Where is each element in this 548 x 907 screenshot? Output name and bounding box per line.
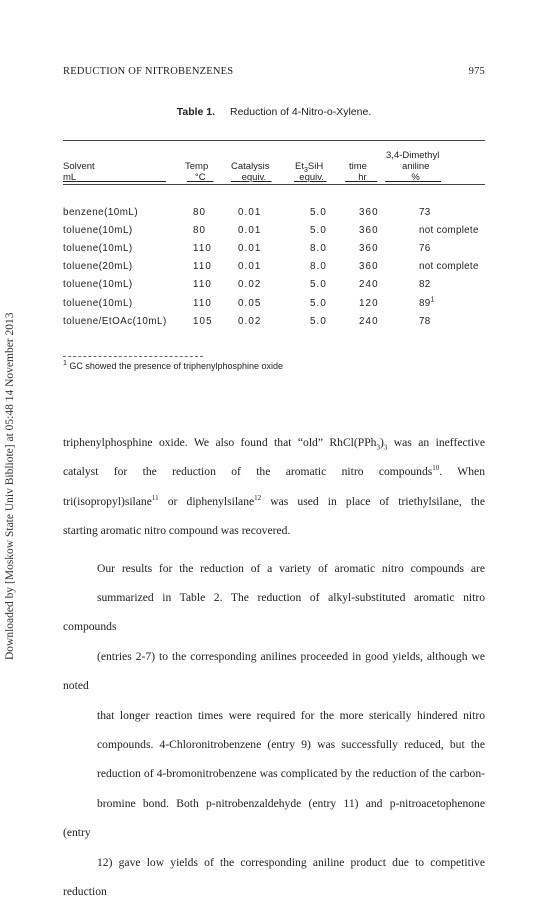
cell-catalysis: 0.02 xyxy=(238,315,262,327)
cell-solvent: toluene(10mL) xyxy=(63,224,133,236)
cell-aniline: not complete xyxy=(419,261,479,273)
unit-et3sih: equiv. xyxy=(299,172,324,183)
paragraph-2-line: Our results for the reduction of a variety of aromatic nitro compounds are xyxy=(97,561,485,575)
unit-time: hr xyxy=(358,172,367,183)
cell-catalysis: 0.01 xyxy=(238,242,262,254)
cell-temp: 110 xyxy=(193,297,212,309)
unit-solvent: mL xyxy=(63,172,77,183)
cell-time: 240 xyxy=(359,279,379,291)
header-aniline-line1: 3,4-Dimethyl xyxy=(386,150,440,161)
cell-solvent: toluene(10mL) xyxy=(63,242,133,254)
cell-catalysis: 0.05 xyxy=(238,297,262,309)
cell-aniline: 76 xyxy=(419,242,431,254)
cell-et3sih: 5.0 xyxy=(310,224,327,236)
table-label: Table 1. xyxy=(176,106,216,118)
cell-et3sih: 5.0 xyxy=(310,279,327,291)
table-row xyxy=(63,276,489,294)
cell-et3sih: 8.0 xyxy=(310,261,327,273)
paragraph-2-line: compounds. 4-Chloronitrobenzene (entry 9) was successfully reduced, but the xyxy=(97,738,485,752)
cell-catalysis: 0.01 xyxy=(238,224,262,236)
cell-solvent: toluene(20mL) xyxy=(63,261,133,273)
cell-aniline: 82 xyxy=(419,279,431,291)
header-time: time xyxy=(349,161,367,172)
unit-temp: °C xyxy=(194,172,206,183)
table-title: Reduction of 4-Nitro-o-Xylene. xyxy=(230,106,372,118)
cell-catalysis: 0.01 xyxy=(238,206,262,218)
body-text xyxy=(63,428,485,907)
paragraph-1-line: catalyst for the reduction of the aromatic nitro compounds$^{10}$. When xyxy=(63,464,485,479)
table-row xyxy=(63,258,489,276)
paragraph-2-line: summarized in Table 2. The reduction of alkyl-substituted aromatic nitro compounds xyxy=(63,591,485,634)
cell-et3sih: 5.0 xyxy=(310,315,327,327)
table-caption xyxy=(0,106,548,118)
cell-aniline: 73 xyxy=(419,206,431,218)
paragraph-2-line: reduction of 4-bromonitrobenzene was complicated by the reduction of the carbon- xyxy=(97,767,485,781)
footnote-mark: 1 xyxy=(63,360,67,367)
cell-time: 360 xyxy=(359,224,379,236)
paragraph-1-line: tri(isopropyl)silane$^{11}$ or diphenylsilane$^{12}$ was used in place of triethylsilane, the xyxy=(63,493,485,508)
cell-temp: 105 xyxy=(193,315,213,327)
cell-temp: 80 xyxy=(193,206,207,218)
footnote-text: GC showed the presence of triphenylphosphine oxide xyxy=(69,361,284,371)
cell-et3sih: 5.0 xyxy=(310,297,327,309)
header-temp: Temp xyxy=(185,161,209,172)
cell-et3sih: 5.0 xyxy=(310,206,327,218)
cell-aniline: not complete xyxy=(419,224,479,236)
paragraph-2-line: bromine bond. Both p-nitrobenzaldehyde (entry 11) and p-nitroacetophenone (entry xyxy=(63,796,485,840)
table-row xyxy=(63,312,489,330)
cell-temp: 110 xyxy=(193,242,212,254)
paragraph-1-line: triphenylphosphine oxide. We also found that “old” $RhCl(PPh_3)_3$ was an ineffective xyxy=(63,436,485,452)
cell-temp: 110 xyxy=(193,279,212,291)
table-row xyxy=(63,294,489,312)
download-watermark-text: Downloaded by [Moskow State Univ Bibliote] at 05:48 14 November 2013 xyxy=(4,312,16,660)
cell-aniline: 78 xyxy=(419,315,431,327)
paragraph-2-line: (entries 2-7) to the corresponding anilines proceeded in good yields, although we noted xyxy=(63,649,485,693)
paragraph-1 xyxy=(63,428,485,546)
cell-catalysis: 0.02 xyxy=(238,279,262,291)
cell-time: 240 xyxy=(359,315,379,327)
header-solvent: Solvent xyxy=(63,161,95,172)
cell-time: 120 xyxy=(359,297,379,309)
paragraph-1-line: starting aromatic nitro compound was recovered. xyxy=(63,524,291,538)
cell-et3sih: 8.0 xyxy=(310,242,327,254)
unit-catalysis: equiv. xyxy=(241,172,267,183)
cell-time: 360 xyxy=(359,242,379,254)
unit-aniline: % xyxy=(411,172,420,183)
footnote-rule xyxy=(63,356,203,357)
cell-temp: 80 xyxy=(193,224,207,236)
cell-solvent: toluene(10mL) xyxy=(63,297,133,309)
paragraph-2-line: that longer reaction times were required for the more sterically hindered nitro xyxy=(97,708,485,722)
table-header-rule xyxy=(63,184,485,185)
table-row xyxy=(63,221,489,239)
cell-catalysis: 0.01 xyxy=(238,261,262,273)
table-footnote xyxy=(63,361,283,371)
download-watermark xyxy=(4,160,20,660)
header-et3sih: $Et_3SiH$ xyxy=(295,161,324,174)
header-aniline-line2: aniline xyxy=(402,161,430,172)
table-row xyxy=(63,239,489,257)
header-catalysis: Catalysis xyxy=(231,161,270,172)
cell-solvent: toluene/EtOAc(10mL) xyxy=(63,315,167,327)
paragraph-2-line: 12) gave low yields of the corresponding aniline product due to competitive reduction xyxy=(63,855,485,899)
running-head-title: REDUCTION OF NITROBENZENES xyxy=(63,66,234,77)
cell-aniline: $89^1$ xyxy=(419,296,435,309)
page-number: 975 xyxy=(468,66,485,77)
cell-time: 360 xyxy=(359,206,379,218)
cell-solvent: toluene(10mL) xyxy=(63,279,133,291)
table-top-rule xyxy=(63,140,485,141)
table-row xyxy=(63,203,489,221)
paragraph-2 xyxy=(63,554,485,907)
cell-temp: 110 xyxy=(193,261,212,273)
cell-time: 360 xyxy=(359,261,379,273)
data-table xyxy=(63,203,489,330)
cell-solvent: benzene(10mL) xyxy=(63,206,139,218)
